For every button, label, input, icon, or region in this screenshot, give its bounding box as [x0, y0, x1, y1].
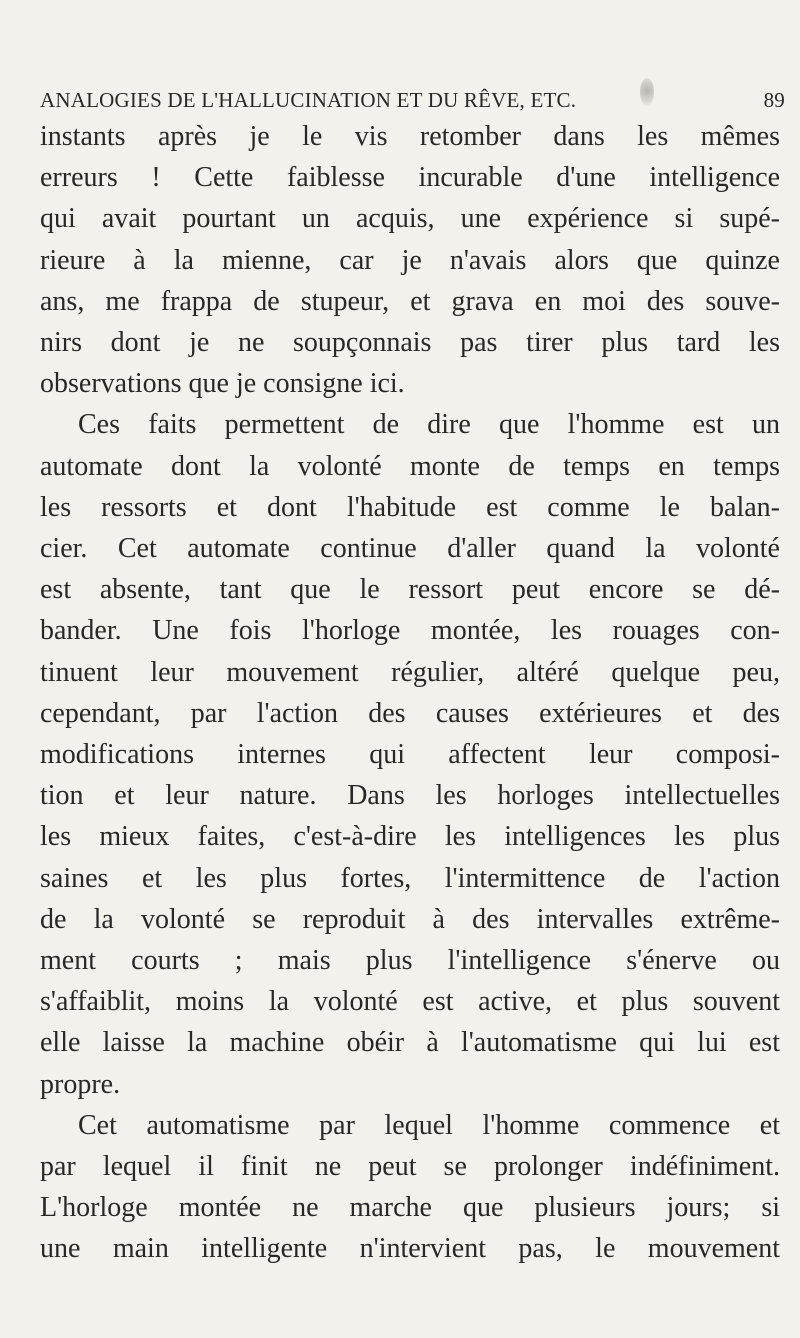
text-line: est absente, tant que le ressort peut encore se dé- — [40, 574, 780, 606]
text-line: saines et les plus fortes, l'intermittence de l'action — [40, 862, 780, 894]
text-line: cier. Cet automate continue d'aller quand la volonté — [40, 533, 780, 565]
text-line: les ressorts et dont l'habitude est comme le balan- — [40, 491, 780, 523]
text-line: rieure à la mienne, car je n'avais alors que quinze — [40, 244, 780, 276]
text-line: erreurs ! Cette faiblesse incurable d'une intelligence — [40, 162, 780, 194]
running-title: ANALOGIES DE L'HALLUCINATION ET DU RÊVE, ETC. — [40, 88, 577, 112]
paragraph-2 — [40, 404, 780, 1104]
text-line: instants après je le vis retomber dans les mêmes — [40, 121, 780, 152]
text-line: modifications internes qui affectent leur composi- — [40, 739, 780, 771]
running-head — [40, 88, 785, 118]
text-line: propre. — [40, 1068, 121, 1100]
text-line: tinuent leur mouvement régulier, altéré quelque peu, — [40, 656, 780, 688]
page-number: 89 — [763, 88, 785, 112]
text-line: elle laisse la machine obéir à l'automatisme qui lui est — [40, 1027, 780, 1059]
text-line: nirs dont je ne soupçonnais pas tirer plus tard les — [40, 327, 780, 359]
text-line: bander. Une fois l'horloge montée, les rouages con- — [40, 615, 780, 647]
text-line: automate dont la volonté monte de temps en temps — [40, 450, 780, 482]
text-line: Cet automatisme par lequel l'homme commence et — [78, 1109, 780, 1141]
text-line: les mieux faites, c'est-à-dire les intelligences les plus — [40, 821, 780, 853]
text-line: une main intelligente n'intervient pas, le mouvement — [40, 1233, 780, 1265]
paragraph-1 — [40, 116, 780, 404]
text-line: de la volonté se reproduit à des intervalles extrême- — [40, 903, 780, 935]
text-line: ans, me frappa de stupeur, et grava en moi des souve- — [40, 285, 780, 317]
text-line: L'horloge montée ne marche que plusieurs jours; si — [40, 1192, 780, 1224]
text-line: s'affaiblit, moins la volonté est active, et plus souvent — [40, 986, 780, 1018]
text-line: par lequel il finit ne peut se prolonger indéfiniment. — [40, 1151, 780, 1183]
text-line: qui avait pourtant un acquis, une expérience si supé- — [40, 203, 780, 235]
text-line: observations que je consigne ici. — [40, 368, 405, 400]
text-line: Ces faits permettent de dire que l'homme est un — [78, 409, 780, 441]
body-text — [40, 116, 780, 1270]
paragraph-3 — [40, 1105, 780, 1270]
text-line: cependant, par l'action des causes extérieures et des — [40, 697, 780, 729]
text-line: ment courts ; mais plus l'intelligence s'énerve ou — [40, 945, 780, 977]
text-line: tion et leur nature. Dans les horloges intellectuelles — [40, 780, 780, 812]
